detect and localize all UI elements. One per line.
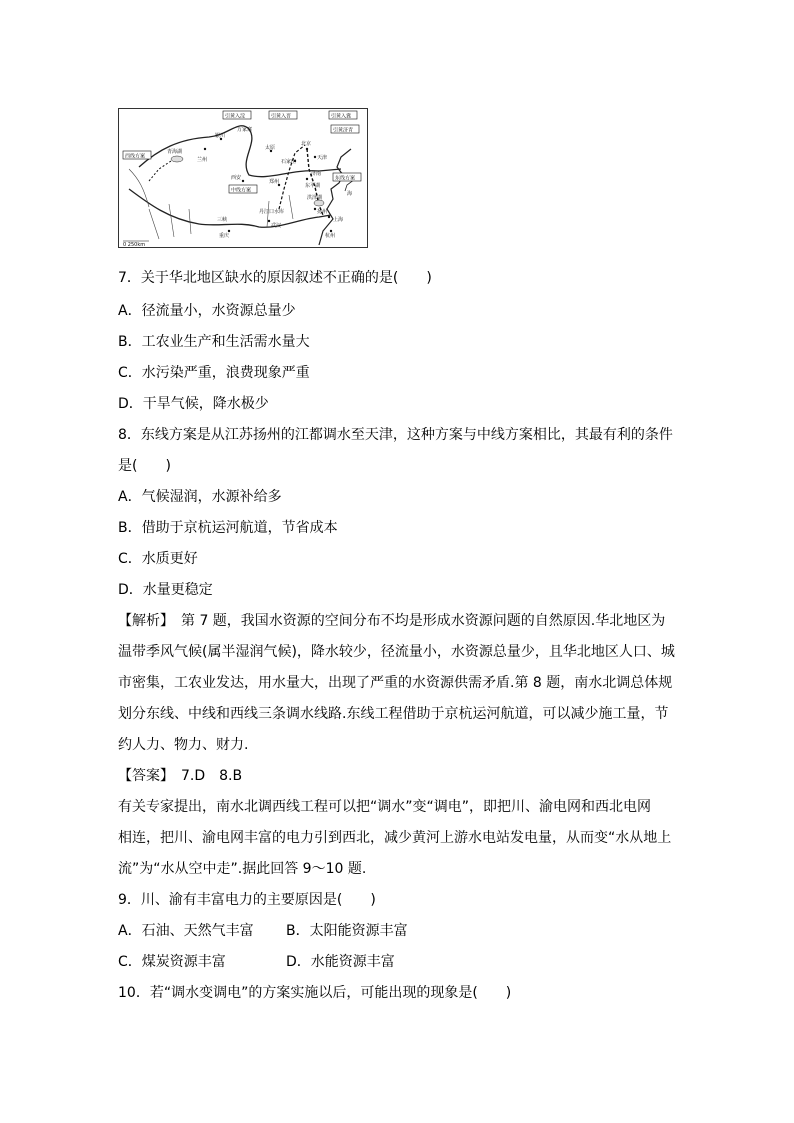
question-9: 9．川、渝有丰富电力的主要原因是( ) bbox=[118, 892, 376, 908]
question-10: 10．若“调水变调电”的方案实施以后，可能出现的现象是( ) bbox=[118, 985, 512, 1001]
question-7-option-b: B．工农业生产和生活需水量大 bbox=[118, 334, 310, 350]
question-8-option-a: A．气候湿润，水源补给多 bbox=[118, 489, 282, 505]
label-sea: 海 bbox=[347, 191, 353, 197]
label-scale: 0 250km bbox=[123, 242, 146, 247]
question-9-option-b: B．太阳能资源丰富 bbox=[286, 923, 408, 939]
label-west-route: 西线方案 bbox=[125, 153, 146, 160]
question-7-option-c: C．水污染严重，浪费现象严重 bbox=[118, 365, 310, 381]
label-yinhuang-1: 引黄入淀 bbox=[225, 113, 246, 120]
question-8-option-b: B．借助于京杭运河航道，节省成本 bbox=[118, 520, 338, 536]
question-8-option-c: C．水质更好 bbox=[118, 551, 198, 567]
label-shanghai: 上海 bbox=[333, 217, 344, 223]
label-tianjin: 天津 bbox=[317, 155, 328, 161]
label-beijing: 北京 bbox=[301, 141, 312, 147]
label-yinchuan: 银川 bbox=[215, 133, 226, 139]
analysis-line-4: 划分东线、中线和西线三条调水线路.东线工程借助于京杭运河航道，可以减少施工量，节 bbox=[118, 706, 669, 722]
analysis-line-3: 市密集，工农业发达，用水量大，出现了严重的水资源供需矛盾.第 8 题，南水北调总体规 bbox=[118, 675, 673, 691]
analysis-line-1: 【解析】 第 7 题，我国水资源的空间分布不均是形成水资源问题的自然原因.华北地区为 bbox=[118, 613, 666, 629]
qinghai-lake bbox=[171, 156, 183, 162]
label-wanjiazhai: 万家寨 bbox=[237, 127, 253, 133]
label-shijiazhuang: 石家庄 bbox=[281, 159, 297, 165]
question-9-option-d: D．水能资源丰富 bbox=[286, 954, 395, 970]
analysis-line-2: 温带季风气候(属半湿润气候)，降水较少，径流量小，水资源总量少，且华北地区人口、城 bbox=[118, 644, 675, 660]
label-wuhan: 武汉 bbox=[271, 223, 282, 229]
intro-line-3: 流”为“水从空中走”.据此回答 9～10 题. bbox=[118, 861, 367, 877]
label-sanxia: 三峡 bbox=[217, 217, 228, 223]
yangtze-river bbox=[129, 189, 331, 227]
question-8-line-1: 8．东线方案是从江苏扬州的江都调水至天津，这种方案与中线方案相比，其最有利的条件 bbox=[118, 427, 673, 443]
west-route-line bbox=[149, 161, 171, 181]
analysis-line-5: 约人力、物力、财力. bbox=[118, 737, 249, 753]
label-middle-route: 中线方案 bbox=[231, 187, 252, 194]
label-yinhuang-2: 引黄入晋 bbox=[271, 113, 292, 120]
label-yinhuang-4: 引黄济青 bbox=[333, 127, 354, 134]
question-8-line-2: 是( ) bbox=[118, 458, 171, 474]
label-taiyuan: 太原 bbox=[265, 145, 276, 151]
question-7-option-a: A．径流量小，水资源总量少 bbox=[118, 303, 296, 319]
label-east-route: 东线方案 bbox=[335, 175, 356, 182]
label-qinghai-lake: 青海湖 bbox=[167, 149, 183, 155]
label-hongzehu: 洪泽湖 bbox=[307, 195, 323, 201]
middle-route-line bbox=[279, 145, 305, 209]
label-dongpinghu: 东平湖 bbox=[305, 183, 321, 189]
intro-line-1: 有关专家提出，南水北调西线工程可以把“调水”变“调电”，即把川、渝电网和西北电网 bbox=[118, 799, 652, 815]
label-yinhuang-3: 引黄入冀 bbox=[331, 113, 352, 120]
label-xian: 西安 bbox=[231, 175, 242, 181]
question-9-option-a: A．石油、天然气丰富 bbox=[118, 923, 254, 939]
label-hangzhou: 杭州 bbox=[325, 233, 336, 239]
label-chongqing: 重庆 bbox=[219, 233, 230, 239]
label-jinan: 济南 bbox=[311, 171, 322, 177]
question-9-options-row-1 bbox=[118, 921, 408, 941]
question-9-option-c: C．煤炭资源丰富 bbox=[118, 954, 226, 970]
question-7: 7．关于华北地区缺水的原因叙述不正确的是( ) bbox=[118, 270, 432, 286]
question-9-options-row-2 bbox=[118, 952, 395, 972]
label-danjiangkou: 丹江口水库 bbox=[259, 209, 285, 215]
question-8-option-d: D．水量更稳定 bbox=[118, 582, 213, 598]
label-yangzhou: 扬州 bbox=[317, 209, 328, 215]
label-lanzhou: 兰州 bbox=[197, 157, 208, 163]
label-zhengzhou: 郑州 bbox=[269, 179, 280, 185]
question-7-option-d: D．干旱气候，降水极少 bbox=[118, 396, 269, 412]
answer-line: 【答案】 7.D 8.B bbox=[118, 768, 243, 784]
coastline bbox=[319, 149, 351, 245]
map-drawing bbox=[119, 109, 367, 247]
south-north-water-diversion-map bbox=[118, 108, 368, 248]
intro-line-2: 相连，把川、渝电网丰富的电力引到西北，减少黄河上游水电站发电量，从而变“水从地上 bbox=[118, 830, 672, 846]
